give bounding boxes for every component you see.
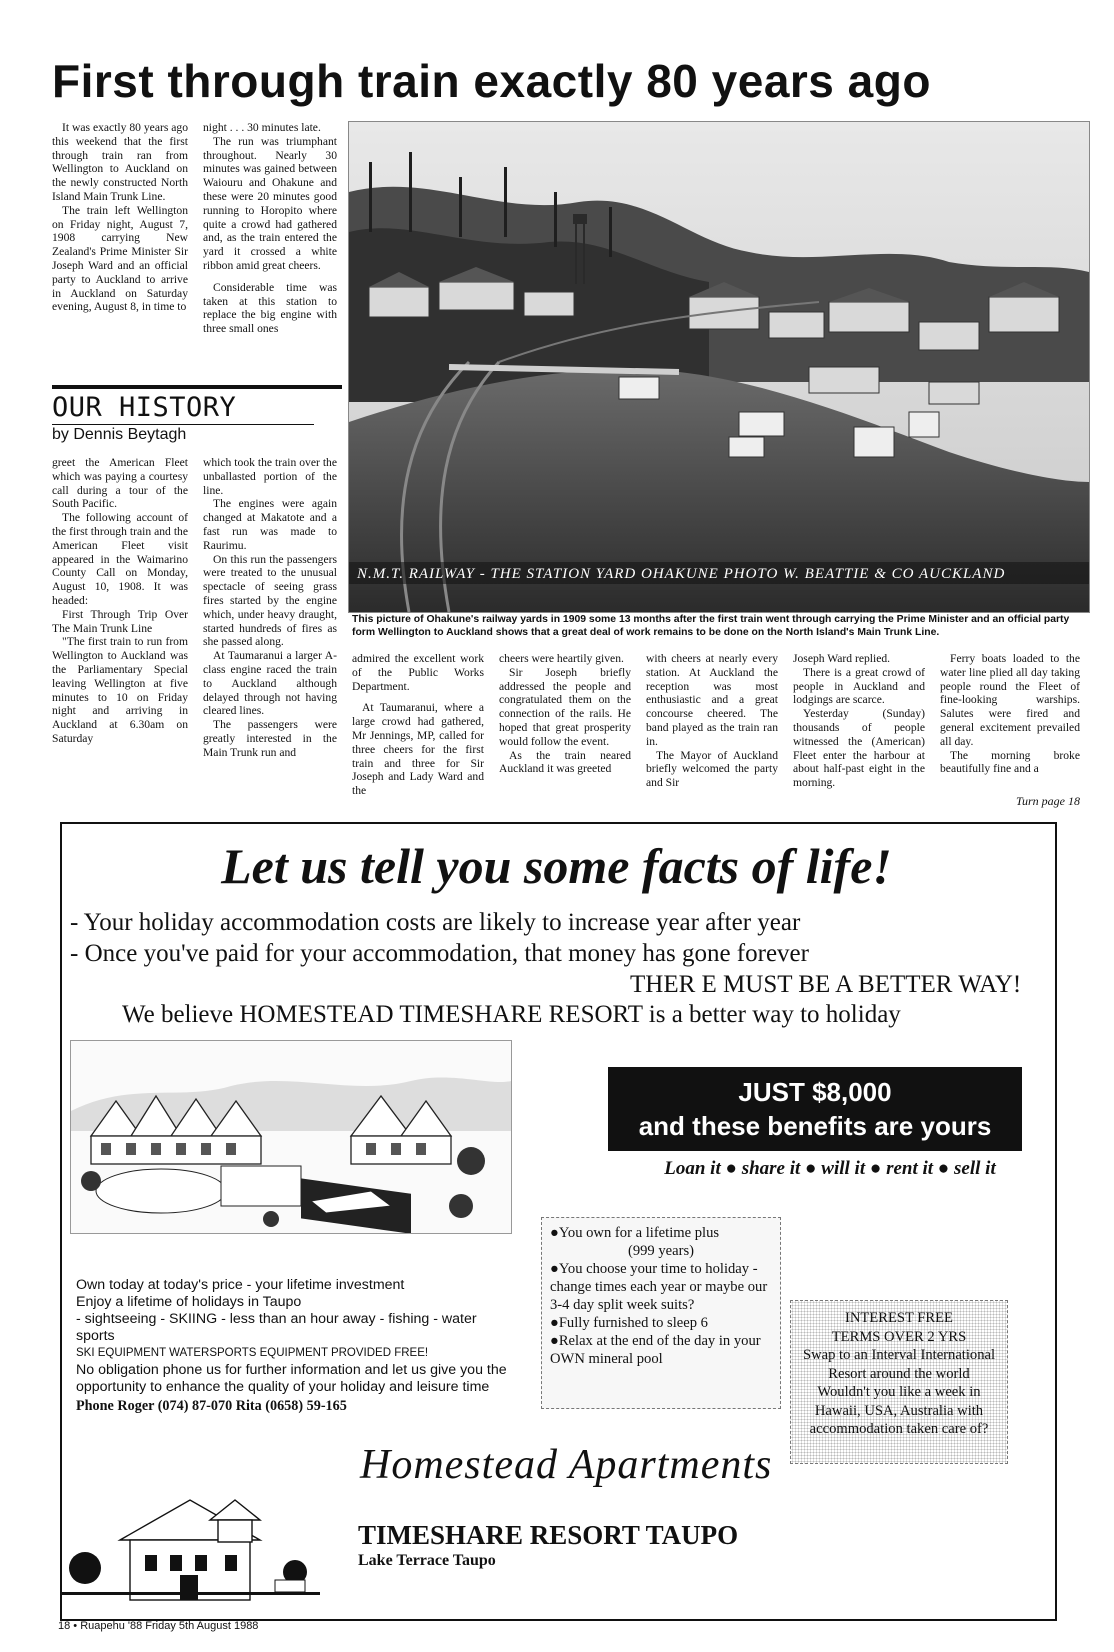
price-line-1: JUST $8,000 xyxy=(738,1077,892,1107)
article-column-7 xyxy=(940,652,1080,794)
benefits-box xyxy=(541,1217,781,1409)
paragraph: greet the American Fleet which was paying a courtesy call during a tour of the South Pacific. xyxy=(52,456,188,511)
benefit-item: ●Fully furnished to sleep 6 xyxy=(550,1315,708,1331)
price-box xyxy=(608,1067,1022,1151)
copy-line: SKI EQUIPMENT WATERSPORTS EQUIPMENT PROVIDED FREE! xyxy=(76,1347,429,1359)
paragraph: There is a great crowd of people in Auckland and lodgings are scarce. xyxy=(793,665,925,707)
paragraph: Ferry boats loaded to the water line plied all day taking people round the Fleet of fine-looking warships. Salutes were fired and general excitement prevailed all day. xyxy=(940,652,1080,748)
copy-line: - sightseeing - SKIING - less than an hour away - fishing - water sports xyxy=(76,1311,477,1344)
railway-yard-illustration xyxy=(349,122,1089,612)
resort-address: Lake Terrace Taupo xyxy=(358,1552,496,1569)
homestead-apartments-logo: Homestead Apartments xyxy=(360,1442,773,1488)
ad-line-2: - Once you've paid for your accommodation, that money has gone forever xyxy=(70,940,809,967)
turn-page-note: Turn page 18 xyxy=(1015,794,1080,808)
interest-line: Swap to an Interval International Resort around the world xyxy=(802,1347,996,1382)
paragraph: admired the excellent work of the Public Works Department. xyxy=(352,652,484,693)
interest-free-box xyxy=(790,1300,1008,1464)
paragraph: The train left Wellington on Friday night, August 7, 1908 carrying New Zealand's Prime Minister Sir Joseph Ward and an official party to Auckland to arrive in Auckland on Saturday evening, August 8, in time to xyxy=(52,203,188,314)
homestead-sketch xyxy=(60,1480,320,1615)
ad-line-3: THER E MUST BE A BETTER WAY! xyxy=(630,971,1022,998)
paragraph: "The first train to run from Wellington to Auckland was the Parliamentary Special leaving Wellington at five minutes to 10 on Friday night and arriving in Auckland at 6.30am on Saturday xyxy=(52,635,188,745)
benefit-item: ●You choose your time to holiday - change times each year or maybe our 3-4 day split week suits? xyxy=(550,1261,768,1313)
benefit-item: (999 years) xyxy=(627,1243,695,1259)
benefit-item: ●You own for a lifetime plus xyxy=(550,1225,720,1241)
page-footer: 18 • Ruapehu '88 Friday 5th August 1988 xyxy=(58,1620,259,1632)
paragraph: The Mayor of Auckland briefly welcomed the party and Sir xyxy=(646,748,778,790)
paragraph: Considerable time was taken at this station to replace the big engine with three small ones xyxy=(203,280,337,336)
article-column-2-top xyxy=(203,121,337,383)
article-column-3 xyxy=(352,652,484,808)
section-rule xyxy=(52,385,342,389)
paragraph: The following account of the first through train and the American Fleet visit appeared in the Waimarino County Call on Monday, August 10, 1908. It was headed: xyxy=(52,511,188,607)
paragraph: The passengers were greatly interested in the Main Trunk run and xyxy=(203,718,337,759)
paragraph: The run was triumphant throughout. Nearly 30 minutes was gained between Waiouru and Ohakune and these were 20 minutes good running to Horopito where quite a crowd had gathered and, as the train entered the yard it crossed a white ribbon amid great cheers. xyxy=(203,134,337,272)
ad-body-copy xyxy=(76,1277,516,1415)
paragraph: The engines were again changed at Makatote and a fast run was made to Raurimu. xyxy=(203,497,337,552)
paragraph: night . . . 30 minutes late. xyxy=(203,121,321,134)
article-headline: First through train exactly 80 years ago xyxy=(52,55,931,107)
paragraph: with cheers at nearly every station. At Auckland the reception was most enthusiastic and a great concourse cheered. The band played as the train ran in. xyxy=(646,652,778,748)
paragraph: Joseph Ward replied. xyxy=(793,652,891,665)
paragraph: On this run the passengers were treated to the unusual spectacle of seeing grass fires started by the engine which, under heavy draught, started hundreds of fires as she passed along. xyxy=(203,552,337,649)
photo-caption: This picture of Ohakune's railway yards in 1909 some 13 months after the first train went through carrying the Prime Minister and an official party form Wellington to Auckland shows that a great deal of work remains to be done on the North Island's Main Trunk Line. xyxy=(352,614,1070,638)
paragraph: which took the train over the unballasted portion of the line. xyxy=(203,456,337,497)
railway-yard-photo xyxy=(348,121,1090,613)
interest-line: INTEREST FREE xyxy=(845,1310,953,1326)
section-title: OUR HISTORY xyxy=(52,392,237,423)
homestead-building-drawing xyxy=(60,1480,320,1615)
article-column-1-top xyxy=(52,121,188,383)
article-column-6 xyxy=(793,652,925,808)
byline: by Dennis Beytagh xyxy=(52,426,187,443)
phone-numbers: Phone Roger (074) 87-070 Rita (0658) 59-165 xyxy=(76,1398,347,1414)
interest-line: Wouldn't you like a week in Hawaii, USA, Australia with accommodation taken care of? xyxy=(809,1384,989,1437)
copy-line: Enjoy a lifetime of holidays in Taupo xyxy=(76,1294,302,1310)
paragraph: The morning broke beautifully fine and a xyxy=(940,748,1080,776)
resort-name: TIMESHARE RESORT TAUPO xyxy=(358,1520,739,1550)
resort-drawing xyxy=(71,1041,511,1233)
photo-inscription: N.M.T. RAILWAY - THE STATION YARD OHAKUNE PHOTO W. BEATTIE & CO AUCKLAND xyxy=(357,566,1006,582)
paragraph: At Taumaranui, where a large crowd had gathered, Mr Jennings, MP, called for three cheers for the first train and three for Sir Joseph and Lady Ward and the xyxy=(352,701,484,798)
ownership-options: Loan it ● share it ● will it ● rent it ● sell it xyxy=(664,1158,996,1179)
paragraph: As the train neared Auckland it was greeted xyxy=(499,748,631,776)
paragraph: Yesterday (Sunday) thousands of people witnessed the (American) Fleet enter the harbour at about half-past eight in the morning. xyxy=(793,707,925,790)
article-column-5 xyxy=(646,652,778,808)
paragraph: First Through Trip Over The Main Trunk Line xyxy=(52,607,188,635)
ad-line-4: We believe HOMESTEAD TIMESHARE RESORT is a better way to holiday xyxy=(122,1001,901,1028)
article-column-1-bottom xyxy=(52,456,188,806)
article-column-4 xyxy=(499,652,631,808)
ad-headline: Let us tell you some facts of life! xyxy=(221,838,892,894)
copy-line: No obligation phone us for further information and let us give you the opportunity to enhance the quality of your holiday and leisure time xyxy=(76,1362,507,1395)
paragraph: It was exactly 80 years ago this weekend that the first through train ran from Wellington to Auckland on the newly constructed North Island Main Trunk Line. xyxy=(52,121,188,203)
section-underline xyxy=(52,424,314,425)
paragraph: cheers were heartily given. xyxy=(499,652,624,665)
paragraph: Sir Joseph briefly addressed the people and congratulated them on the connection of the rails. He hoped that great prosperity would follow the event. xyxy=(499,665,631,748)
article-column-2-bottom xyxy=(203,456,337,806)
paragraph: At Taumaranui a larger A-class engine raced the train to Auckland although delayed through not having cleared lines. xyxy=(203,649,337,718)
price-line-2: and these benefits are yours xyxy=(638,1111,992,1141)
copy-line: Own today at today's price - your lifetime investment xyxy=(76,1277,405,1293)
benefit-item: ●Relax at the end of the day in your OWN mineral pool xyxy=(550,1333,761,1367)
resort-illustration xyxy=(70,1040,512,1234)
interest-line: TERMS OVER 2 YRS xyxy=(831,1328,967,1345)
ad-line-1: - Your holiday accommodation costs are likely to increase year after year xyxy=(70,909,801,936)
